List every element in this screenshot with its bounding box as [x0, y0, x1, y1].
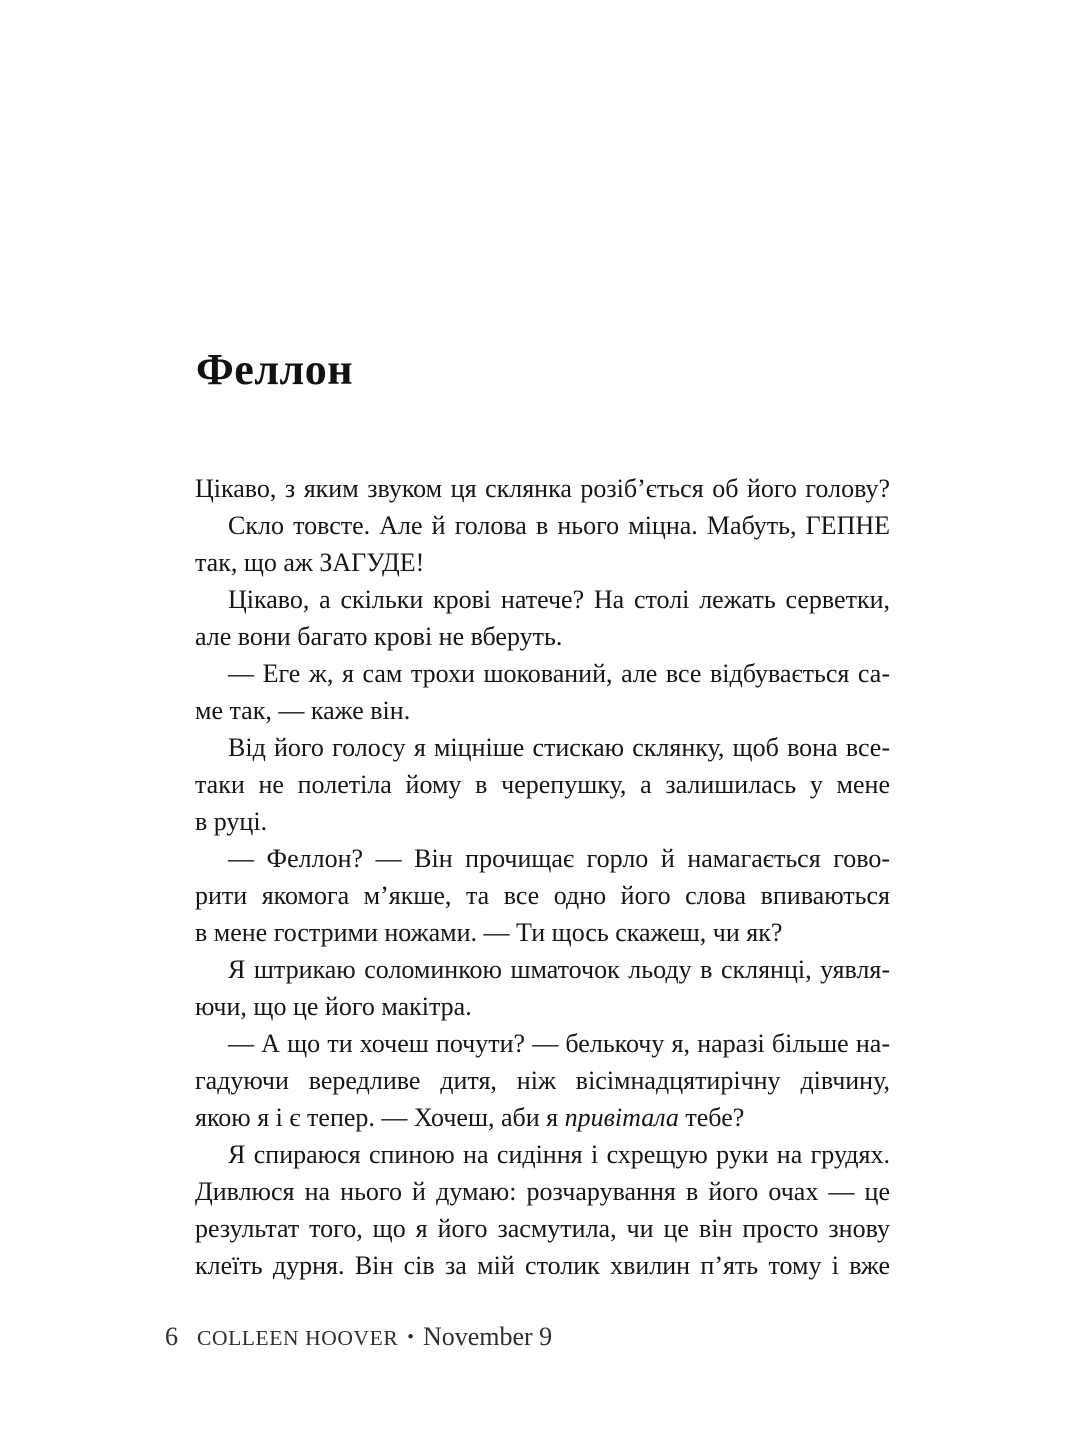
- text-line: — Еге ж, я сам трохи шокований, але все відбувається са-: [228, 659, 890, 688]
- text-line: результат того, що я його засмутила, чи це він просто знову: [195, 1214, 890, 1243]
- text-line: якою я і є тепер. — Хочеш, аби я привітала тебе?: [195, 1103, 745, 1132]
- text-line: — А що ти хочеш почути? — белькочу я, наразі більше на-: [228, 1029, 890, 1058]
- body-text: [195, 470, 890, 1284]
- text-line: Цікаво, з яким звуком ця склянка розіб’ється об його голову?: [195, 474, 890, 503]
- footer-author: COLLEEN HOOVER: [197, 1326, 399, 1350]
- footer-book-title: November 9: [422, 1322, 553, 1351]
- text-line: гадуючи вередливе дитя, ніж вісімнадцятирічну дівчину,: [195, 1066, 890, 1095]
- text-line: ме так, — каже він.: [195, 696, 411, 725]
- footer-separator-bullet: •: [407, 1327, 414, 1348]
- italic-text: привітала: [564, 1103, 679, 1132]
- text-line: рити якомога м’якше, та все одно його слова впиваються: [195, 881, 890, 910]
- text-line: але вони багато крові не вберуть.: [195, 622, 563, 651]
- text-line: в руці.: [195, 807, 268, 836]
- text-line: Цікаво, а скільки крові натече? На столі лежать серветки,: [228, 585, 890, 614]
- page-footer: [165, 1322, 552, 1353]
- text-line: ючи, що це його макітра.: [195, 992, 472, 1021]
- text-line: клеїть дурня. Він сів за мій столик хвилин п’ять тому і вже: [195, 1251, 890, 1280]
- text-line: — Феллон? — Він прочищає горло й намагається гово-: [228, 844, 890, 873]
- text-line: таки не полетіла йому в черепушку, а залишилась у мене: [195, 770, 890, 799]
- text-line: Від його голосу я міцніше стискаю склянку, щоб вона все-: [228, 733, 890, 762]
- text-line: Я штрикаю соломинкою шматочок льоду в склянці, уявля-: [228, 955, 890, 984]
- text-line: так, що аж ЗАГУДЕ!: [195, 548, 425, 577]
- chapter-title: Феллон: [196, 345, 354, 394]
- text-line: Дивлюся на нього й думаю: розчарування в його очах — це: [195, 1177, 890, 1206]
- text-line: Скло товсте. Але й голова в нього міцна. Мабуть, ГЕПНЕ: [228, 511, 890, 540]
- text-line: в мене гострими ножами. — Ти щось скажеш, чи як?: [195, 918, 783, 947]
- page-number: 6: [165, 1322, 178, 1351]
- text-line: Я спираюся спиною на сидіння і схрещую руки на грудях.: [228, 1140, 890, 1169]
